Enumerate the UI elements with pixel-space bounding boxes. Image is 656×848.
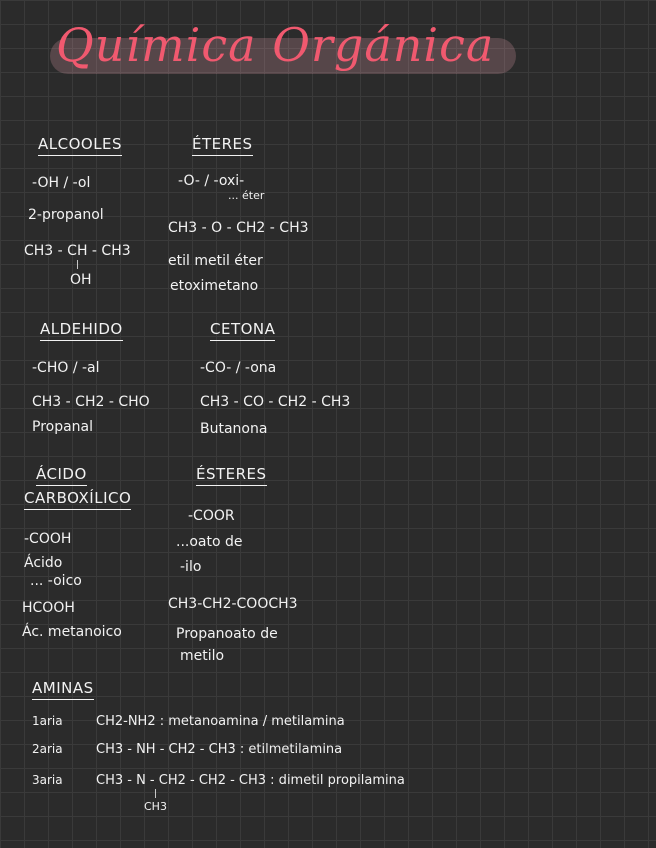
cetona-suffix: -CO- / -ona	[200, 360, 277, 376]
page-title: Química Orgánica	[56, 18, 495, 72]
aminas-tertiary: CH3 - N - CH2 - CH2 - CH3 : dimetil propilamina	[96, 773, 405, 788]
cetona-name: Butanona	[200, 421, 268, 437]
heading-aminas: AMINAS	[32, 679, 94, 700]
aldehido-name: Propanal	[32, 419, 94, 435]
aldehido-suffix: -CHO / -al	[32, 360, 100, 376]
alcoholes-bond: |	[76, 260, 80, 270]
eteres-formula: CH3 - O - CH2 - CH3	[168, 220, 309, 236]
alcoholes-formula: CH3 - CH - CH3	[24, 243, 131, 259]
acido-name: Ác. metanoico	[22, 624, 122, 640]
esteres-rule2: -ilo	[180, 559, 202, 575]
aminas-primary-label: 1aria	[32, 714, 63, 728]
aldehido-formula: CH3 - CH2 - CHO	[32, 394, 150, 410]
esteres-name1: Propanoato de	[176, 626, 278, 642]
esteres-formula: CH3-CH2-COOCH3	[168, 596, 298, 612]
acido-name-suffix: ... -oico	[30, 573, 82, 589]
heading-eteres: ÉTERES	[192, 135, 253, 156]
aminas-primary: CH2-NH2 : metanoamina / metilamina	[96, 714, 345, 729]
heading-esteres: ÉSTERES	[196, 465, 267, 486]
heading-acido: ÁCIDO	[36, 465, 87, 486]
heading-aldehido: ALDEHIDO	[40, 320, 123, 341]
heading-cetona: CETONA	[210, 320, 275, 341]
eteres-suffix2: ... éter	[228, 189, 265, 202]
heading-alcoholes: ALCOOLES	[38, 135, 122, 156]
eteres-name2: etoximetano	[170, 278, 259, 294]
alcoholes-suffix: -OH / -ol	[32, 175, 91, 191]
aminas-tertiary-branch: CH3	[144, 800, 167, 813]
heading-carboxilico: CARBOXÍLICO	[24, 489, 131, 510]
esteres-name2: metilo	[180, 648, 225, 664]
eteres-name1: etil metil éter	[168, 253, 263, 269]
esteres-rule1: ...oato de	[176, 534, 243, 550]
eteres-suffix: -O- / -oxi-	[178, 173, 245, 189]
acido-name-prefix: Ácido	[24, 555, 63, 571]
acido-suffix: -COOH	[24, 531, 72, 547]
alcoholes-example-name: 2-propanol	[28, 207, 104, 223]
esteres-suffix: -COOR	[188, 508, 235, 524]
acido-formula: HCOOH	[22, 600, 75, 616]
aminas-tertiary-bond: |	[154, 789, 158, 799]
aminas-tertiary-label: 3aria	[32, 773, 63, 787]
aminas-secondary: CH3 - NH - CH2 - CH3 : etilmetilamina	[96, 742, 343, 757]
aminas-secondary-label: 2aria	[32, 742, 63, 756]
cetona-formula: CH3 - CO - CH2 - CH3	[200, 394, 351, 410]
alcoholes-branch: OH	[70, 272, 92, 288]
